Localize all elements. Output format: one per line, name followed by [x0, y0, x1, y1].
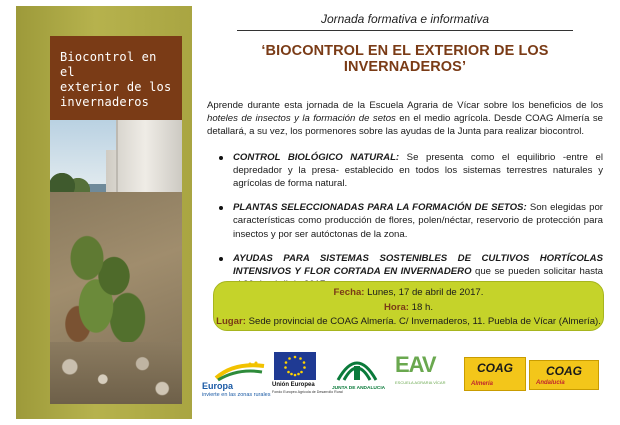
event-time: Hora: 18 h. — [383, 301, 434, 313]
greenhouse-photo — [50, 92, 182, 404]
union-europea-logo: Unión Europea Fondo Europeo Agrícola de Desarrollo Rural — [274, 350, 320, 400]
europa-swoosh-icon — [214, 360, 266, 382]
europa-logo: Europa invierte en las zonas rurales — [202, 350, 268, 400]
page-title: ‘BIOCONTROL EN EL EXTERIOR DE LOS INVERNADEROS’ — [261, 43, 549, 75]
list-item: AYUDAS PARA SISTEMAS SOSTENIBLES DE CULTIVOS HORTÍCOLAS INTENSIVOS Y FLOR CORTADA EN INVERNADERO que se pueden solicitar hasta — [219, 252, 603, 292]
page-subtitle: Jornada formativa e informativa — [237, 12, 573, 31]
list-item: CONTROL BIOLÓGICO NATURAL: Se presenta como el equilibrio -entre el depredador y la presa- establecido en todos los sistemas terrestres naturales y agrícolas de forma natural. — [219, 151, 603, 191]
coag-andalucia-logo: COAG Andalucía — [529, 360, 599, 390]
side-title-box — [50, 36, 182, 120]
event-place: Lugar: Sede provincial de COAG Almería. C/ Invernaderos, 11. Puebla de Vícar (Almería). — [216, 316, 601, 327]
list-item: PLANTAS SELECCIONADAS PARA LA FORMACIÓN DE SETOS: Son elegidas por características como producción de flores, polen/néctar, reservorio de protección para insectos y por ser autóctonas de la zona. — [219, 201, 603, 241]
event-info-box — [213, 281, 604, 331]
junta-emblem-icon — [334, 352, 380, 384]
side-title: Biocontrol en el exterior de los invernaderos — [60, 50, 172, 109]
intro-emphasis: hoteles de insectos y la formación de setos — [207, 113, 396, 125]
sponsor-logos — [200, 350, 612, 410]
coag-almeria-logo: COAG Almería — [464, 357, 526, 391]
junta-andalucia-logo: JUNTA DE ANDALUCIA — [328, 350, 386, 400]
main-content — [203, 12, 607, 302]
intro-paragraph: Aprende durante esta jornada de la Escuela Agraria de Vícar sobre los beneficios de los hoteles de insectos y la formación de setos en el medio agrícola. Desde COAG Almería se detallará, a su vez, los pormenores sobre las ayudas de la Junta para realizar biocontrol. — [207, 100, 603, 138]
escuela-agraria-logo: EAV ESCUELA AGRARIA VÍCAR — [395, 352, 446, 385]
event-date: Fecha: Lunes, 17 de abril de 2017. — [333, 287, 484, 298]
topics-list — [219, 151, 603, 292]
eu-flag-icon — [274, 352, 316, 380]
side-panel — [16, 6, 192, 419]
